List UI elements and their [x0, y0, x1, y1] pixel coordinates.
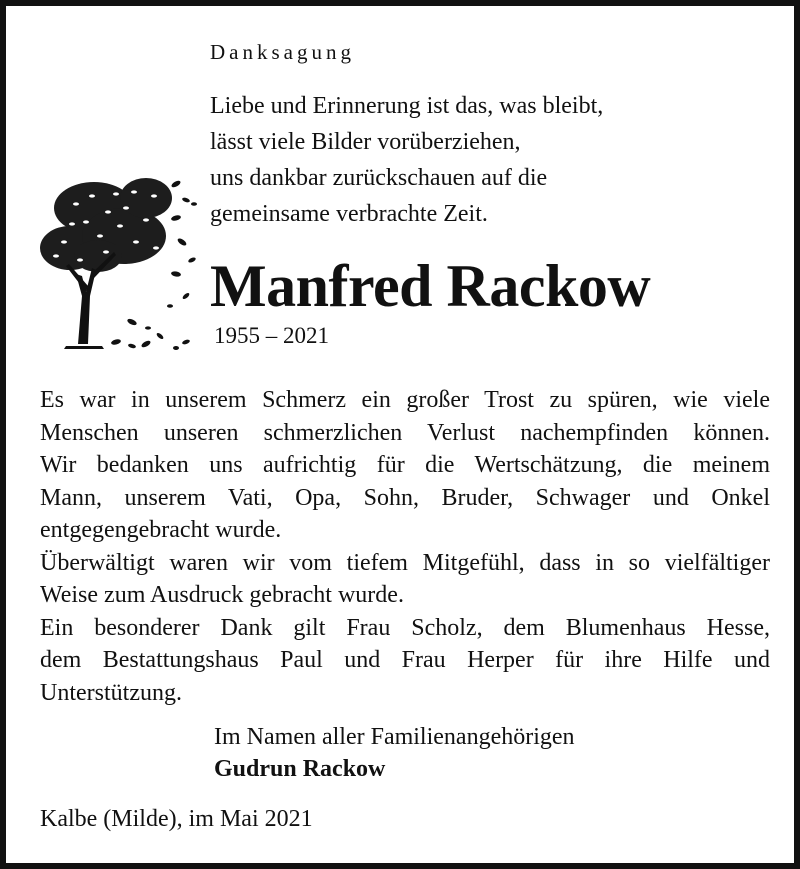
body-line: Unterstützung.: [40, 679, 182, 706]
life-dates: 1955 – 2021: [214, 323, 329, 348]
poem: [210, 88, 770, 232]
place-date: Kalbe (Milde), im Mai 2021: [40, 806, 313, 832]
poem-line: gemeinsame verbrachte Zeit.: [210, 201, 488, 227]
signature-block: [214, 721, 575, 785]
body-line: Ein besonderer Dank gilt Frau Scholz, dem Blumenhaus Hesse,: [40, 614, 770, 641]
body-line: Wir bedanken uns aufrichtig für die Wertschätzung, die meinem: [40, 452, 770, 478]
body-line: Mann, unserem Vati, Opa, Sohn, Bruder, Schwager und Onkel: [40, 484, 770, 511]
body-line: Weise zum Ausdruck gebracht wurde.: [40, 582, 404, 608]
notice-header: Danksagung: [210, 40, 355, 64]
deceased-name: Manfred Rackow: [210, 253, 651, 319]
body-line: Überwältigt waren wir vom tiefem Mitgefühl, dass in so vielfältiger: [40, 549, 770, 576]
body-line: Es war in unserem Schmerz ein großer Trost zu spüren, wie viele: [40, 387, 770, 413]
signer-name: Gudrun Rackow: [214, 756, 386, 782]
poem-line: uns dankbar zurückschauen auf die: [210, 165, 548, 191]
poem-line: lässt viele Bilder vorüberziehen,: [210, 129, 521, 155]
body-line: entgegengebracht wurde.: [40, 517, 282, 543]
signature-intro: Im Namen aller Familienangehörigen: [214, 724, 575, 750]
tree-icon: [36, 156, 208, 366]
poem-line: Liebe und Erinnerung ist das, was bleibt,: [210, 93, 604, 119]
body-line: Menschen unseren schmerzlichen Verlust nachempfinden können.: [40, 419, 770, 446]
thank-you-text: [40, 384, 770, 709]
body-line: dem Bestattungshaus Paul und Frau Herper für ihre Hilfe und: [40, 647, 770, 673]
